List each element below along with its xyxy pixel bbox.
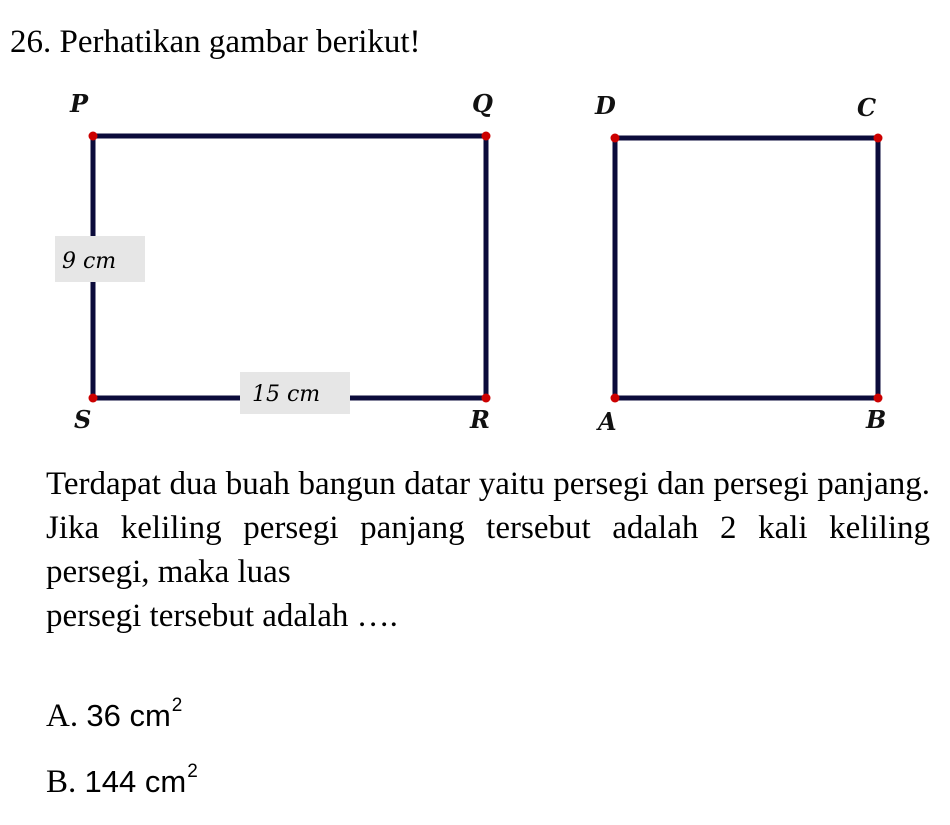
figure-svg <box>0 80 950 440</box>
option-b-letter: B. <box>46 764 77 800</box>
point-p <box>89 132 98 141</box>
option-a[interactable] <box>46 686 182 736</box>
label-d: D <box>595 91 616 120</box>
point-r <box>482 394 491 403</box>
point-s <box>89 394 98 403</box>
point-c <box>874 134 883 143</box>
label-r: R <box>470 405 490 434</box>
label-c: C <box>857 93 877 122</box>
point-a <box>611 394 620 403</box>
side-length-label: 9 cm <box>62 249 117 274</box>
label-s: S <box>74 405 92 434</box>
option-b-exponent: 2 <box>187 761 198 782</box>
point-d <box>611 134 620 143</box>
point-q <box>482 132 491 141</box>
option-a-letter: A. <box>46 698 79 734</box>
label-p: P <box>70 89 89 118</box>
rectangle-pqrs <box>55 89 493 434</box>
question-last-line: persegi tersebut adalah …. <box>46 598 398 634</box>
option-b-value: 144 cm <box>84 764 187 799</box>
geometry-figure <box>0 80 950 440</box>
point-b <box>874 394 883 403</box>
square-abcd <box>594 91 886 436</box>
question-title: 26. Perhatikan gambar berikut! <box>10 24 421 60</box>
bottom-length-label: 15 cm <box>252 382 321 407</box>
label-a: A <box>598 407 617 436</box>
option-a-exponent: 2 <box>171 695 183 716</box>
option-b[interactable] <box>46 752 198 802</box>
option-a-value: 36 cm <box>86 698 171 733</box>
question-text <box>46 462 930 638</box>
label-b: B <box>866 405 887 434</box>
question-body: Terdapat dua buah bangun datar yaitu persegi dan persegi panjang. Jika keliling persegi panjang tersebut adalah 2 kali keliling persegi, maka luas <box>46 466 930 590</box>
label-q: Q <box>472 89 493 118</box>
